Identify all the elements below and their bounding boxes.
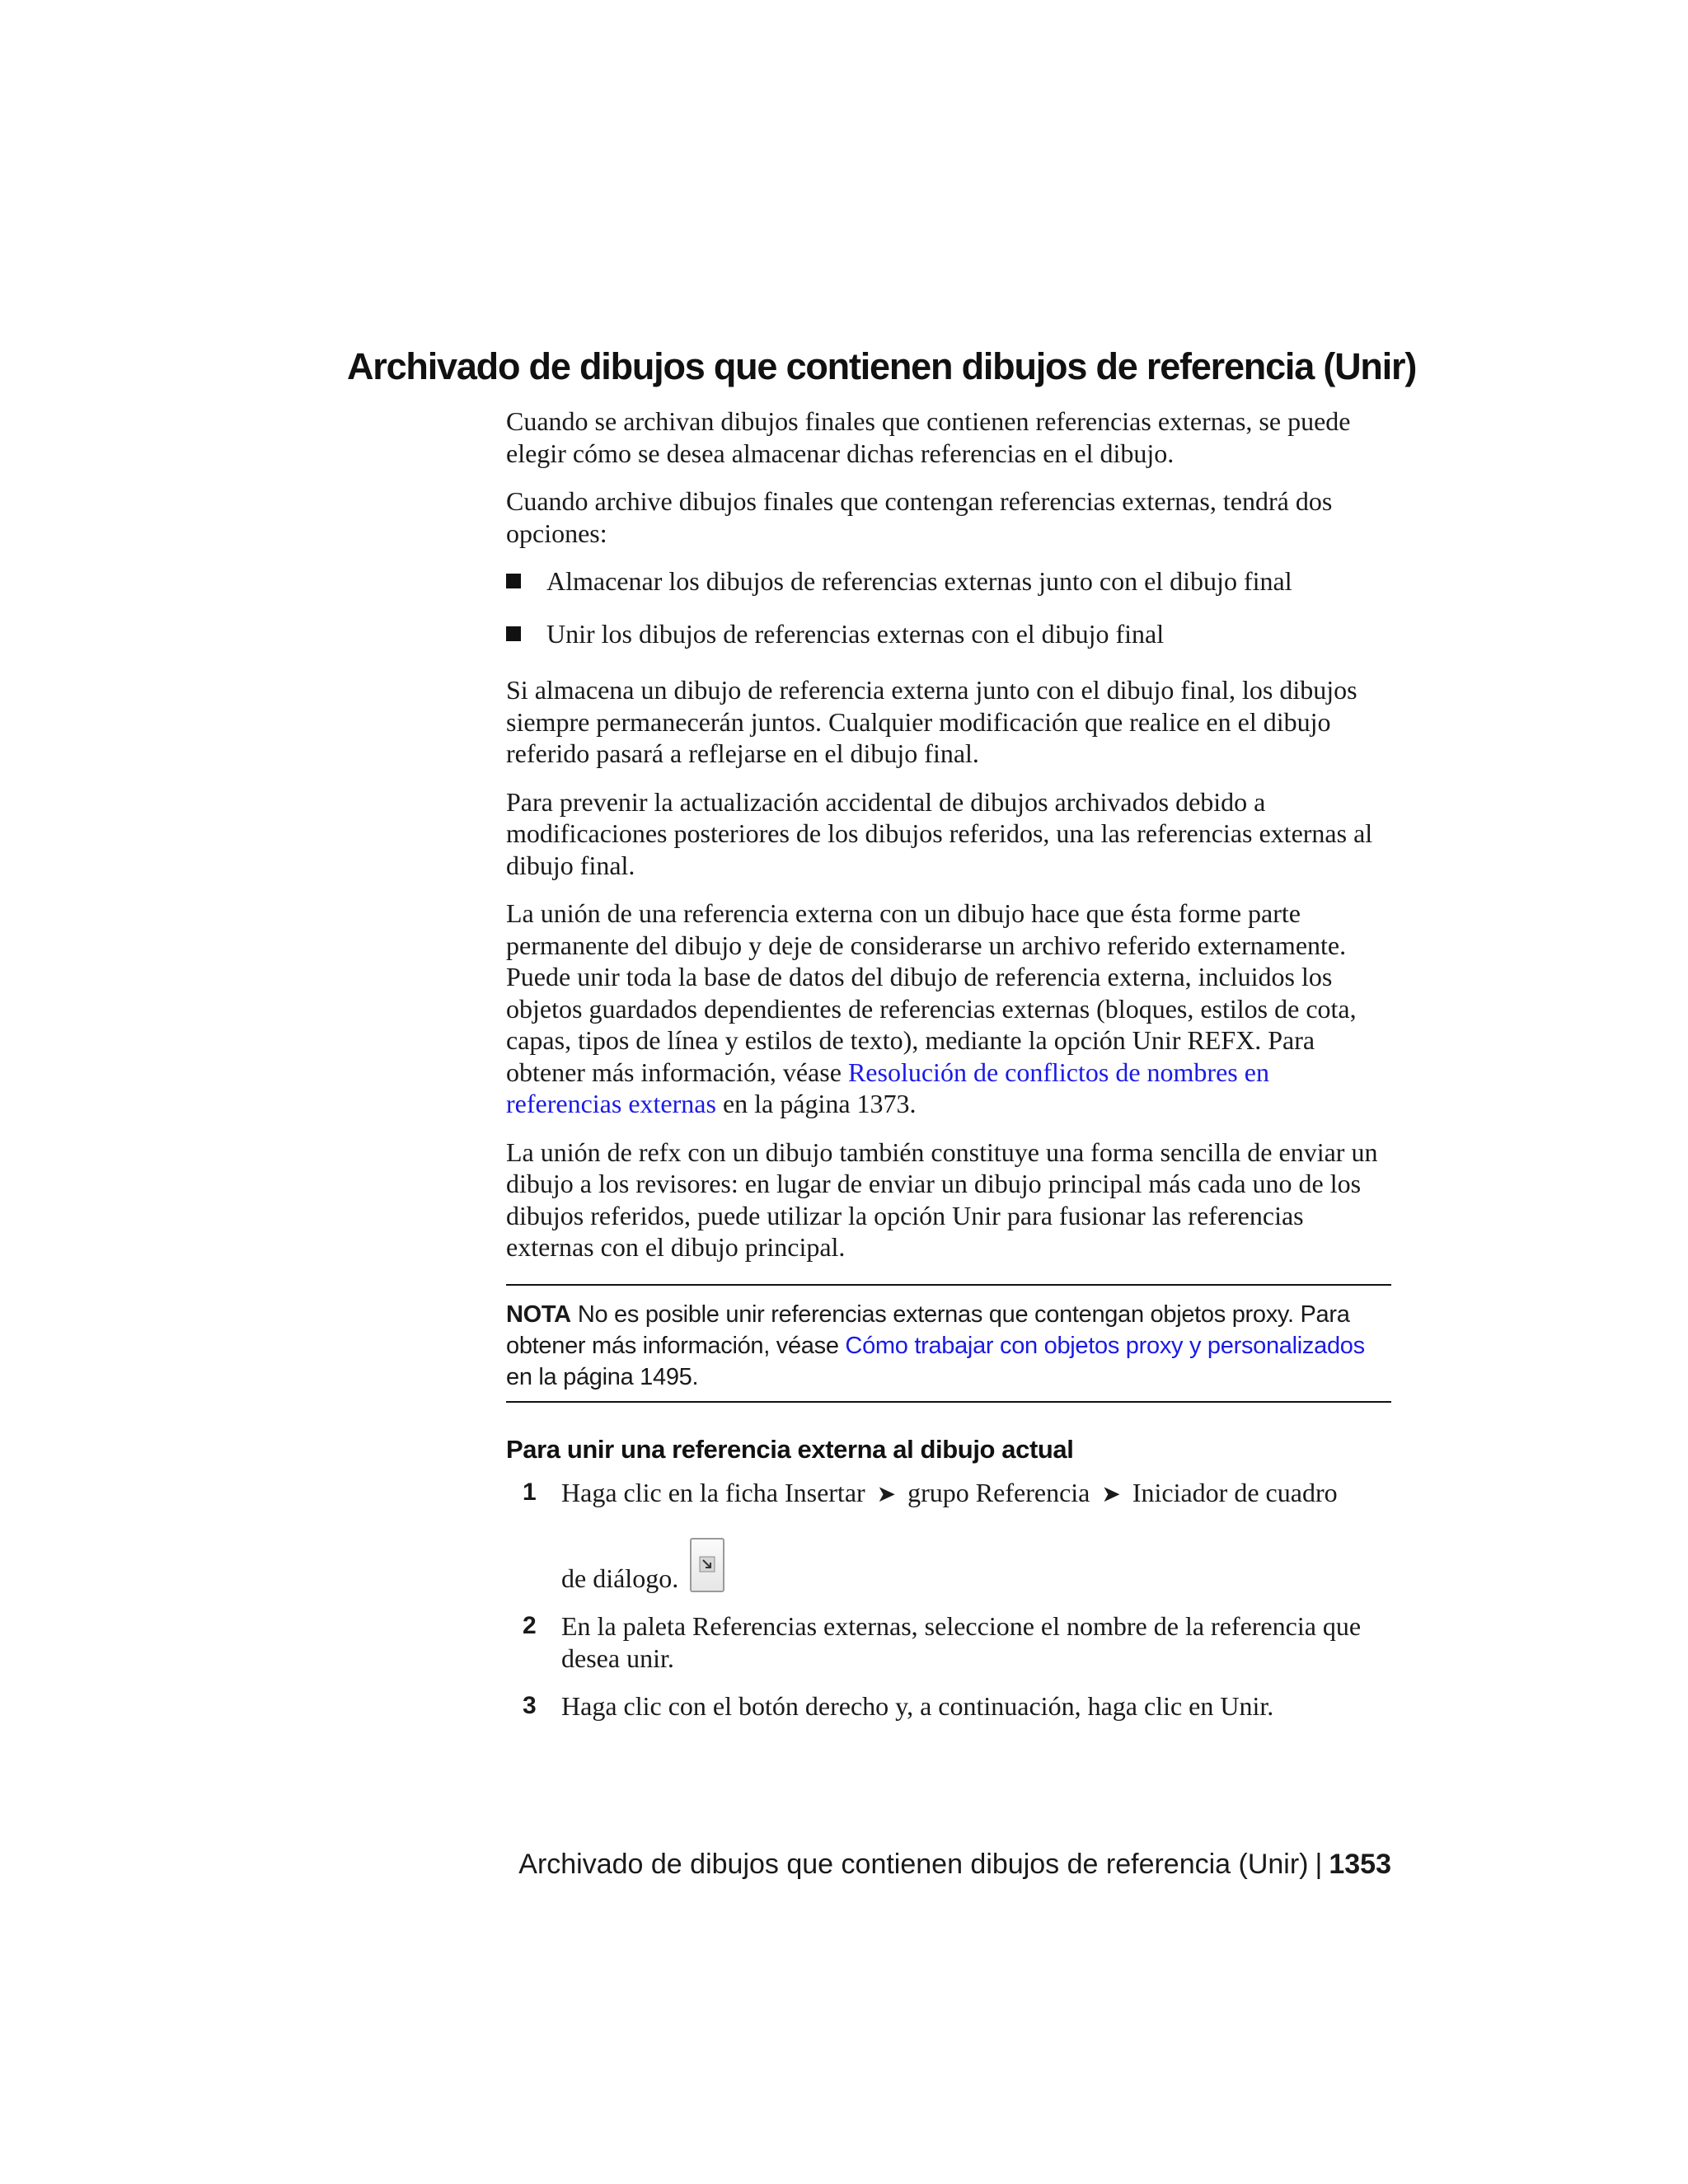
send-paragraph: La unión de refx con un dibujo también constituye una forma sencilla de enviar un dibujo a los revisores: en lugar de enviar un dibujo principal más cada uno de los dibujos referidos, puede utilizar la opción Unir para fusionar las referencias externas con el dibujo principal.	[506, 1137, 1378, 1262]
list-item	[506, 1477, 1391, 1594]
step-text-a: Haga clic en la ficha Insertar	[561, 1478, 865, 1507]
note-box	[506, 1284, 1391, 1403]
intro-paragraph: Cuando se archivan dibujos finales que contienen referencias externas, se puede elegir cómo se desea almacenar dichas referencias en el dibujo.	[506, 406, 1351, 468]
note-label: NOTA	[506, 1301, 571, 1328]
footer-title: Archivado de dibujos que contienen dibujos de referencia (Unir)	[518, 1849, 1309, 1880]
step-text-c: Iniciador de cuadro	[1132, 1478, 1338, 1507]
step-text-d: de diálogo.	[561, 1563, 679, 1593]
bind-paragraph	[506, 898, 1391, 1120]
page-number: 1353	[1329, 1849, 1391, 1880]
step-text: En la paleta Referencias externas, seleccione el nombre de la referencia que desea unir.	[561, 1611, 1362, 1673]
step-number: 3	[523, 1692, 537, 1719]
proxy-objects-link[interactable]: Cómo trabajar con objetos proxy y personalizados	[845, 1332, 1365, 1359]
square-bullet-icon	[506, 626, 521, 641]
list-item	[506, 565, 1391, 598]
step-text-line2	[561, 1538, 1391, 1595]
square-bullet-icon	[506, 574, 521, 588]
arrow-right-icon: ➤	[1101, 1482, 1121, 1507]
conflicts-link[interactable]: Resolución de conflictos de nombres en referencias externas	[506, 1057, 1269, 1118]
list-item	[506, 1690, 1391, 1722]
procedure-title: Para unir una referencia externa al dibujo actual	[506, 1434, 1074, 1464]
arrow-right-icon: ➤	[876, 1482, 897, 1507]
options-list	[506, 565, 1391, 649]
list-item	[506, 618, 1391, 650]
prevent-paragraph: Para prevenir la actualización accidental de dibujos archivados debido a modificaciones posteriores de los dibujos referidos, una las referencias externas al dibujo final.	[506, 786, 1373, 880]
list-item	[506, 1610, 1391, 1674]
dialog-launcher-icon	[690, 1538, 724, 1592]
option-label: Unir los dibujos de referencias externas con el dibujo final	[546, 618, 1165, 649]
procedure-steps	[506, 1477, 1391, 1722]
page-footer	[515, 1846, 1391, 1882]
options-intro-paragraph: Cuando archive dibujos finales que contengan referencias externas, tendrá dos opciones:	[506, 486, 1333, 548]
store-paragraph: Si almacena un dibujo de referencia externa junto con el dibujo final, los dibujos siempre permanecerán juntos. Cualquier modificación que realice en el dibujo referido pasará a reflejarse en el dibujo final.	[506, 675, 1357, 768]
step-number: 2	[523, 1612, 537, 1639]
bind-paragraph-text: La unión de una referencia externa con un dibujo hace que ésta forme parte permanente del dibujo y deje de considerarse un archivo referido externamente. Puede unir toda la base de datos del dibujo de referencia externa, incluidos los objetos guardados dependientes de referencias externas (bloques, estilos de cota, capas, tipos de línea y estilos de texto), mediante la opción Unir REFX. Para obtener más información, véase	[506, 898, 1357, 1087]
page-title: Archivado de dibujos que contienen dibujos de referencia (Unir)	[347, 345, 1417, 387]
note-text: No es posible unir referencias externas que contengan objetos proxy. Para obtener más información, véase	[506, 1301, 1350, 1359]
step-text: Haga clic con el botón derecho y, a continuación, haga clic en Unir.	[561, 1691, 1274, 1721]
footer-separator: |	[1315, 1849, 1323, 1880]
option-label: Almacenar los dibujos de referencias externas junto con el dibujo final	[546, 566, 1292, 596]
note-suffix: en la página 1495.	[506, 1363, 699, 1390]
step-number: 1	[523, 1479, 537, 1506]
step-text-b: grupo Referencia	[907, 1478, 1090, 1507]
bind-paragraph-suffix: en la página 1373.	[715, 1089, 917, 1118]
body-column	[506, 405, 1391, 1739]
